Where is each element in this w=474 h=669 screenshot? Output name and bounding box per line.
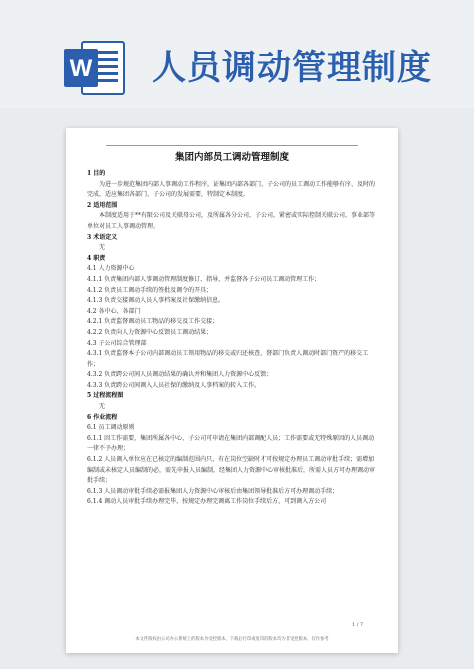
paragraph: 4.3 子公司综合管理部 [87, 339, 147, 347]
document-page [66, 128, 398, 653]
paragraph: 4.3.2 负责跨公司间人员调动结果的确认并和集团人力资源中心反馈； [87, 371, 273, 379]
paragraph: 4.3.1 负责监督本子公司内部调动员工领用物品的移交或归还核查，督部门负责人调动时部门资产的移交工作； [87, 350, 369, 368]
section-heading: 2 适用范围 [87, 201, 118, 209]
paragraph: 4.1 人力资源中心 [87, 265, 135, 273]
paragraph: 4.3.3 负责跨公司间调入人员社保的缴纳及人事档案的转入工作。 [87, 381, 261, 389]
logo-letter: W [69, 55, 93, 82]
paragraph: 4.1.1 负责集团内部人事调动管理制度修订、指导，并监督各子公司员工调动管理工作； [87, 275, 321, 283]
paragraph: 为进一步规范集团内部人事调动工作程序，证集团内部各部门、子公司的员工调动工作能够有序、及时的完成，适应集团各部门、子公司的发展需要，特制定本制度。 [87, 180, 376, 199]
paragraph: 无 [99, 403, 106, 411]
paragraph: 4.2.1 负责监督调动员工物品的移交及工作交接； [87, 318, 219, 326]
banner [0, 0, 474, 108]
section-heading: 6 作业流程 [87, 413, 118, 421]
word-doc-icon [62, 40, 126, 96]
paragraph: 4.2.2 负责向人力资源中心反馈员工调动结果； [87, 328, 213, 336]
paragraph: 6.1.4 调动人员审批手续办理完毕，按规定办理完调离工作岗位手续后方，可到调入方公司 [87, 498, 327, 506]
paragraph: 无 [99, 244, 106, 252]
paragraph: 4.1.2 负责员工调动手续的签批及调令的开具； [87, 286, 213, 294]
document-lines [87, 169, 377, 508]
paragraph: 6.1.1 因工作需要，集团所属各中心、子公司可申请在集团内部调配人员；工作需要或无特殊原因的人员调动一律不予办理； [87, 434, 375, 453]
paragraph: 6.1.3 人员调动审批手续必需报集团人力资源中心审核后由集团领导批准后方可办理调动手续； [87, 487, 339, 495]
section-heading: 1 目的 [87, 170, 106, 177]
section-heading: 5 过程流程图 [87, 392, 124, 400]
page-number: 1 / 7 [352, 622, 364, 628]
paragraph: 4.1.3 负责交接调动人员人事档案及社保缴纳信息。 [87, 297, 225, 305]
banner-title: 人员调动管理制度 [152, 48, 432, 88]
paragraph: 本制度适用于**有限公司及关联母公司，及所属各分公司、子公司，紧密或实际控制关联公司、事业部等单位对员工人事调动管理。 [87, 212, 376, 230]
document-title: 集团内部员工调动管理制度 [174, 152, 289, 163]
paragraph: 4.2 各中心、各部门 [87, 307, 141, 315]
paragraph: 6.1.2 人员调入单位应在已核定的编制范围内只，有在岗位空缺时才可按规定办理员工调动审批手续；需增加编制或未核定人员编制的必，需先申报人员编制，经集团人力资源中心审核批准后，所需人员方可办理调动审批手续； [87, 456, 376, 485]
section-heading: 4 职责 [87, 254, 106, 262]
document-body [87, 151, 377, 508]
paragraph: 6.1 员工调动原则 [87, 424, 135, 432]
header-rule [106, 145, 358, 146]
page-footer: 本文件版权由公司办公系统上的版本为受控版本，下载后打印或复印的版本均为非受控版本，仅作参考 [135, 637, 329, 642]
section-heading: 3 术语定义 [87, 233, 118, 241]
